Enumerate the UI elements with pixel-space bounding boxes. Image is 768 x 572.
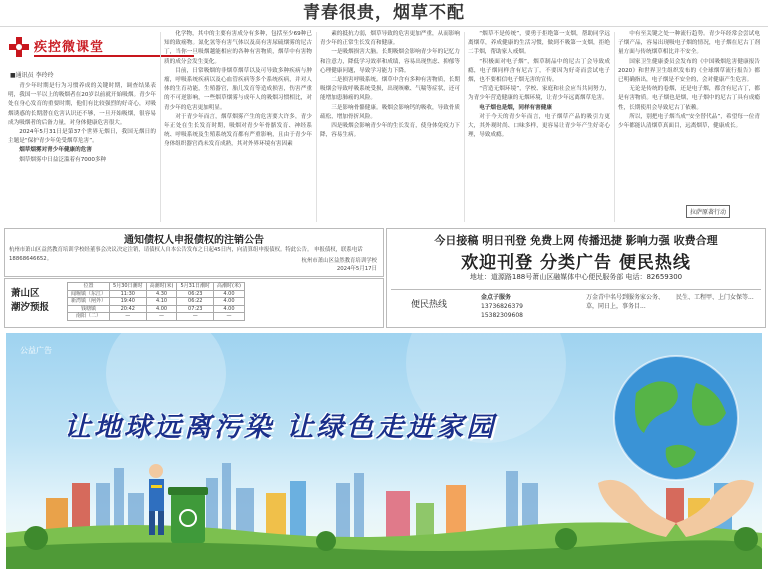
ad-slogan-main: 欢迎刊登 分类广告 便民热线 xyxy=(461,253,691,273)
notice-title: 通知债权人申报债权的注销公告 xyxy=(124,235,264,246)
paragraph: 中有至关键之处一种流行趋势。青少年经常会尝试电子烟产品，容易出现吸电子烟的情况，电子烟在尼古丁剂量方面与传统烟草相比并不安全。 xyxy=(618,31,760,56)
classified-ad xyxy=(386,228,766,328)
table-row xyxy=(68,305,245,313)
byline: ■通讯员 李玲玲 xyxy=(10,72,54,79)
article-column-5 xyxy=(618,30,760,202)
table-row xyxy=(68,313,245,321)
notice-signer: 杭州市萧山区益然教育培训学校 xyxy=(301,258,377,264)
service-list: 万金青中名号到服务家公务、草，同日上，事务目... xyxy=(586,294,665,310)
paragraph: 国家卫生健康委员会发布的《中国吸烟危害健康报告2020》和世界卫生组织发布的《全球烟草流行报告》都已明确指出，电子烟是不安全的，会对健康产生危害。 xyxy=(618,58,760,84)
contact-label: 金点子服务 xyxy=(481,294,512,301)
banner-slogan: 让地球远离污染 让绿色走进家园 xyxy=(64,412,497,443)
paragraph: 二是损害呼吸系统。烟草中含有多种有害物质，长期吸烟会导致呼吸系统受损，出现咳嗽、气喘等症状，还可能增加患肺癌的风险。 xyxy=(320,77,460,102)
column-divider xyxy=(614,32,615,222)
paragraph: 目前，日常吸烟的非烟草烟草以及可导致多种疾病与肿瘤，呼吸系统疾病以及心血管疾病等多个系统疾病，并对人体的生育功能，生殖器官，胎儿发育等造成损害，伤害严重的不可逆影响，一些烟草烟雾与成年人的吸烟习惯相比，对青少年的危害更加明显。 xyxy=(164,67,312,111)
section-name: 疾控微课堂 xyxy=(34,40,105,55)
table-cell: 4.00 xyxy=(146,305,177,313)
table-cell: 4.00 xyxy=(214,305,245,313)
table-cell: — xyxy=(214,313,245,321)
cross-icon xyxy=(8,36,30,58)
tide-forecast xyxy=(4,278,384,328)
tide-label-line: 萧山区 xyxy=(11,288,40,299)
table-row xyxy=(68,298,245,306)
column-header: 5月30日潮时 xyxy=(110,283,147,291)
table-cell: 19:40 xyxy=(110,298,147,306)
table-cell: 钱塘镇 xyxy=(68,305,110,313)
tide-table xyxy=(67,282,245,321)
table-cell: 4.00 xyxy=(214,298,245,306)
table-cell: 4.30 xyxy=(146,290,177,298)
creditor-notice xyxy=(4,228,384,277)
paragraph: “营造无烟环境”，学校、家庭和社会应当共同努力，为青少年营造健康的无烟环境，让青少年远离烟草危害。 xyxy=(468,86,610,102)
page-headline: 青春很贵，烟草不配 xyxy=(0,0,768,27)
phone-number: 15382309608 xyxy=(481,312,523,319)
public-service-banner xyxy=(6,333,762,569)
hotline-contacts xyxy=(481,293,523,320)
paragraph: 对于今天的青少年而言，电子烟草产品的吸引力更大，其外观时尚、口味多样，更容易让青少年产生好奇心理，导致成瘾。 xyxy=(468,113,610,139)
table-cell: 20:42 xyxy=(110,305,147,313)
paragraph: 化学物，其中的主要有害成分有多种，包括至少69种已知的致癌物。氮化氢等有害气体以及高有害尿硫烟雾的尼古丁，当你一旦吸烟越能相应的各种有害物质，烟草中有害物质的成分会发生变化。 xyxy=(164,31,312,65)
globe-icon xyxy=(614,356,738,480)
column-divider xyxy=(316,32,317,222)
paragraph: 2024年5月31日是第37个世界无烟日，我国无烟日的主题是“保护青少年免受烟草危害”。 xyxy=(8,129,156,145)
paragraph: 所以，别把电子烟当成“安全替代品”，希望每一位青少年都能认清烟草真面目，远离烟草，健康成长。 xyxy=(618,113,760,130)
paragraph: 无论是传统的卷烟，还是电子烟，都含有尼古丁，都是有害物质。电子烟也是烟，电子烟中的尼古丁具有成瘾性，长期使用会导致尼古丁依赖。 xyxy=(618,86,760,111)
subheading: 电子烟也是烟，同样有害健康 xyxy=(479,104,552,111)
table-cell: — xyxy=(177,313,214,321)
table-cell: — xyxy=(110,313,147,321)
paragraph: 对于青少年而言，烟草烟雾产生的危害要大许多，青少年正处在生长发育时期，吸烟对青少年骨骼发育、神经系统、呼吸系统及生殖系统发育都有严重影响，且由于青少年身体组织器官尚未发育成熟，其对外界环境有害因素 xyxy=(164,113,312,148)
table-cell: 4.00 xyxy=(214,290,245,298)
table-cell: 新湾镇（闸外） xyxy=(68,298,110,306)
ad-address: 地址：道源路188号萧山区融媒体中心便民服务部 电话：82659300 xyxy=(469,273,683,281)
paragraph: 三是影响骨骼健康。吸烟会影响钙的吸收，导致骨质疏松，增加骨折风险。 xyxy=(320,104,460,120)
notice-signature xyxy=(302,257,377,273)
article-column-1 xyxy=(8,82,156,222)
column-divider xyxy=(464,32,465,222)
phone-number: 13736826379 xyxy=(481,303,523,310)
banner-illustration xyxy=(6,333,762,569)
table-cell: 南阳（二） xyxy=(68,313,110,321)
table-cell: — xyxy=(146,313,177,321)
article-column-3 xyxy=(320,30,460,222)
tide-label-line: 潮汐预报 xyxy=(11,302,50,313)
sanitation-worker-icon xyxy=(149,464,164,535)
banner-tag: 公益广告 xyxy=(20,346,52,355)
paragraph: 四是吸烟会影响青少年的生长发育，使身体免疫力下降，容易生病。 xyxy=(320,123,460,139)
paragraph: 素的抵抗力弱，烟草导致的危害更加严重，从而影响青少年的正常生长发育和健康。 xyxy=(320,31,460,47)
article-column-2 xyxy=(164,30,312,222)
table-cell: 06:23 xyxy=(177,290,214,298)
table-header-row xyxy=(68,283,245,291)
tide-label xyxy=(11,287,59,315)
paragraph: 一是吸烟损害大脑。长期吸烟会影响青少年的记忆力和注意力，降低学习效率和成绩，容易出现焦虑、抑郁等心理健康问题，导致学习能力下降。 xyxy=(320,49,460,74)
paragraph: “积极面对电子烟”，烟草制品中的尼古丁会导致成瘾，电子烟同样含有尼古丁，不要因为好奇而尝试电子烟，也不要相信电子烟无害的宣传。 xyxy=(468,58,610,84)
column-header: 高潮时(米) xyxy=(214,283,245,291)
service-list: 民生、工程甲、上门女保等... xyxy=(676,294,754,301)
table-cell: 06:22 xyxy=(177,298,214,306)
article-column-4 xyxy=(468,30,610,222)
paragraph: 青少年时期是行为习惯养成的关键时期，调查结果表明，我国一半以上的吸烟者在20岁以前就开始吸烟。青少年处在身心发育的重要时期，他们有比较强烈的好奇心，对吸烟诱惑的长期潜在危害认识还不够，一旦开始吸烟，很容易成为吸烟者的后备力量，对身体健康危害很大。 xyxy=(8,83,156,126)
ad-slogan-top: 今日接稿 明日刊登 免费上网 传播迅捷 影响力强 收费合理 xyxy=(434,234,718,247)
paragraph: “烟草不是传统”，要勇于拒绝第一支烟，帮助同学远离烟草，养成健康的生活习惯，做到不吸第一支烟，拒绝二手烟，帮助家人戒烟。 xyxy=(468,31,610,56)
table-cell: 4.10 xyxy=(146,298,177,306)
column-header: 高潮时(米) xyxy=(146,283,177,291)
hotline-row xyxy=(391,289,761,324)
subheading: 烟草烟雾对青少年健康的危害 xyxy=(19,147,92,154)
author-badge: 拉萨原著行动 xyxy=(686,205,730,218)
paragraph: 烟草烟雾中日益泛滥着有7000多种 xyxy=(19,156,107,163)
column-header: 5月31日潮时 xyxy=(177,283,214,291)
column-header: 位置 xyxy=(68,283,110,291)
notice-contact: 申报债权，联系电话 18868646652。 xyxy=(9,247,363,262)
table-cell: 闻堰镇（东江） xyxy=(68,290,110,298)
table-cell: 07:23 xyxy=(177,305,214,313)
column-divider xyxy=(160,32,161,222)
table-cell: 11:30 xyxy=(110,290,147,298)
table-row xyxy=(68,290,245,298)
recycle-bin-icon xyxy=(168,487,208,543)
notice-text: 杭州市萧山区益然教育培训学校经董事会决议决定注销，请债权人自本公告发布之日起45日内，向清算组申报债权。特此公告。 xyxy=(9,247,313,253)
notice-date: 2024年5月17日 xyxy=(336,266,377,272)
hotline-label: 便民热线 xyxy=(411,300,448,310)
